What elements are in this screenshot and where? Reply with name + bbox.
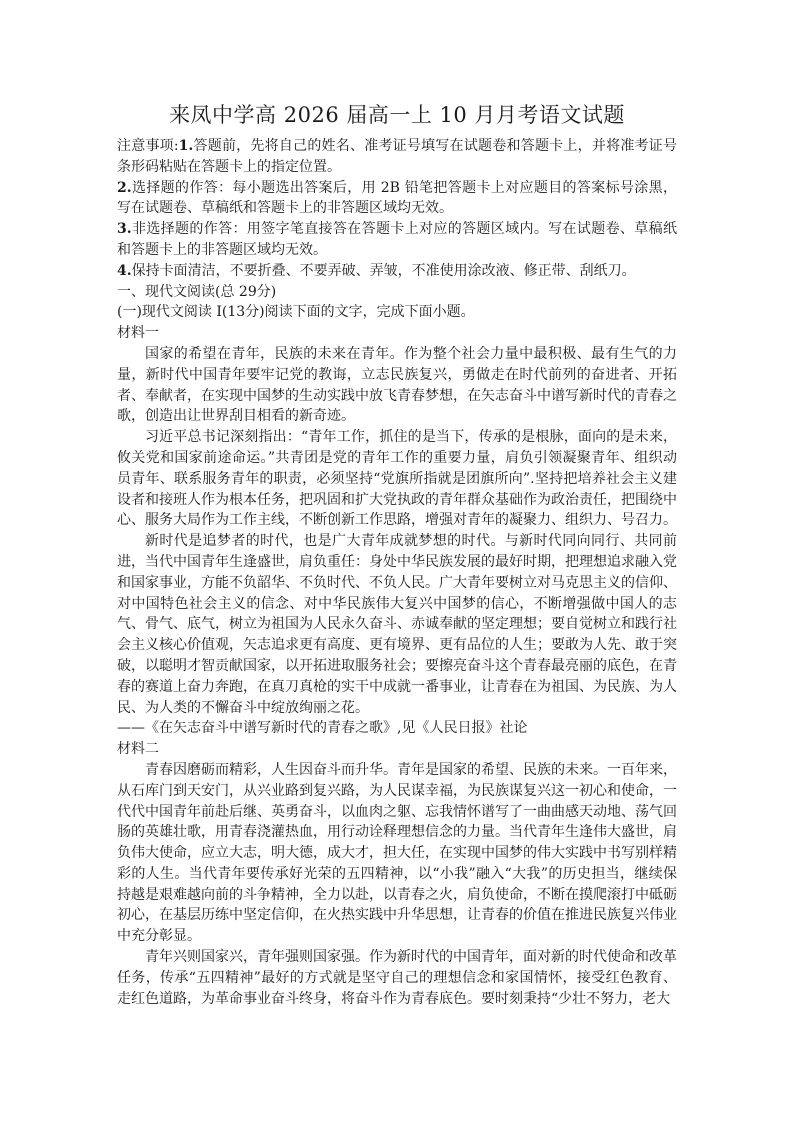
page-title: 来凤中学高 2026 届高一上 10 月月考语文试题 — [169, 103, 625, 127]
notice-item-3 — [117, 219, 677, 261]
notice-item-2-text: 选择题的作答：每小题选出答案后，用 2B 铅笔把答题卡上对应题目的答案标号涂黑，写在试题卷、草稿纸和答题卡上的非答题区域均无效。 — [117, 179, 677, 217]
notice-label: 注意事项: — [117, 138, 179, 154]
material-one-source: ——《在矢志奋斗中谱写新时代的青春之歌》,见《人民日报》社论 — [117, 720, 528, 737]
material-one-paragraph-3: 新时代是追梦者的时代，也是广大青年成就梦想的时代。与新时代同向同行、共同前进，当代中国青年生逢盛世，肩负重任：身处中华民族发展的最好时期，把理想追求融入党和国家事业，方能不负韶华、不负时代、不负人民。广大青年要树立对马克思主义的信仰、对中国特色社会主义的信念、对中华民族伟大复兴中国梦的信心，不断增强做中国人的志气、骨气、底气，树立为祖国为人民永久奋斗、赤诚奉献的坚定理想；要自觉树立和践行社会主义核心价值观，矢志追求更有高度、更有境界、更有品位的人生；要敢为人先、敢于突破，以聪明才智贡献国家，以开拓进取服务社会；要擦亮奋斗这个青春最亮丽的底色，在青春的赛道上奋力奔跑，在真刀真枪的实干中成就一番事业，让青春在为祖国、为民族、为人民、为人类的不懈奋斗中绽放绚丽之花。 — [117, 533, 677, 716]
notice-item-2-number: 2. — [117, 179, 132, 196]
notice-item-1-number: 1. — [178, 138, 194, 154]
material-two-label: 材料二 — [117, 741, 159, 758]
exam-page — [117, 100, 677, 1009]
material-one-paragraph-2: 习近平总书记深刻指出：“青年工作，抓住的是当下，传承的是根脉，面向的是未来，攸关党和国家前途命运。”共青团是党的青年工作的重要力量，肩负引领凝聚青年、组织动员青年、联系服务青年的职责，必须坚持“党旗所指就是团旗所向”.坚持把培养社会主义建设者和接班人作为根本任务，把巩固和扩大党执政的青年群众基础作为政治责任，把围绕中心、服务大局作为工作主线，不断创新工作思路，增强对青年的凝聚力、组织力、号召力。 — [117, 429, 677, 529]
notice-item-4 — [117, 261, 677, 282]
material-one-paragraph-1: 国家的希望在青年，民族的未来在青年。作为整个社会力量中最积极、最有生气的力量，新时代中国青年要牢记党的教诲，立志民族复兴，勇做走在时代前列的奋进者、开拓者、奉献者，在实现中国梦的生动实践中放飞青春梦想，在矢志奋斗中谱写新时代的青春之歌，创造出让世界刮目相看的新奇迹。 — [117, 345, 677, 425]
notice-item-4-text: 保持卡面清洁，不要折叠、不要弄破、弄皱，不准使用涂改液、修正带、刮纸刀。 — [131, 262, 636, 279]
notice-item-1 — [117, 136, 677, 178]
material-two-paragraph-1: 青春因磨砺而精彩，人生因奋斗而升华。青年是国家的希望、民族的未来。一百年来，从石库门到天安门，从兴业路到复兴路，为人民谋幸福，为民族谋复兴这一初心和使命，一代代中国青年前赴后继、英勇奋斗，以血肉之躯、忘我情怀谱写了一曲曲感天动地、荡气回肠的英雄壮歌，用青春浇灌热血，用行动诠释理想信念的力量。当代青年生逢伟大盛世，肩负伟大使命，应立大志，明大德，成大才，担大任，在实现中国梦的伟大实践中书写别样精彩的人生。当代青年要传承好光荣的五四精神，以“小我”融入“大我”的历史担当，继续保持越是艰难越向前的斗争精神，全力以赴，以青春之火，肩负使命，不断在摸爬滚打中砥砺初心，在基层历练中坚定信仰，在火热实践中升华思想，让青春的价值在推进民族复兴伟业中充分彰显。 — [117, 761, 677, 945]
notice-item-2 — [117, 178, 677, 220]
notice-item-1-text: 答题前，先将自己的姓名、准考证号填写在试题卷和答题卡上，并将准考证号条形码粘贴在答题卡上的指定位置。 — [117, 138, 678, 175]
material-one-label: 材料一 — [117, 325, 159, 342]
notice-item-3-number: 3. — [117, 221, 132, 238]
section-heading: 一、现代文阅读(总 29分) — [117, 283, 277, 300]
notice-item-4-number: 4. — [117, 262, 132, 279]
notice-item-3-text: 非选择题的作答：用签字笔直接答在答题卡上对应的答题区域内。写在试题卷、草稿纸和答题卡上的非答题区域均无效。 — [117, 221, 677, 258]
material-two-paragraph-2: 青年兴则国家兴，青年强则国家强。作为新时代的中国青年，面对新的时代使命和改革任务，传承“五四精神”最好的方式就是坚守自己的理想信念和家国情怀，接受红色教育、走红色道路，为革命事业奋斗终身，将奋斗作为青春底色。要时刻秉持“少壮不努力，老大 — [117, 949, 677, 1007]
material-one — [117, 323, 677, 739]
material-two — [117, 739, 677, 1009]
section-sub-heading: (一)现代文阅读 I(13分)阅读下面的文字，完成下面小题。 — [117, 304, 475, 321]
notice-section — [117, 136, 677, 282]
